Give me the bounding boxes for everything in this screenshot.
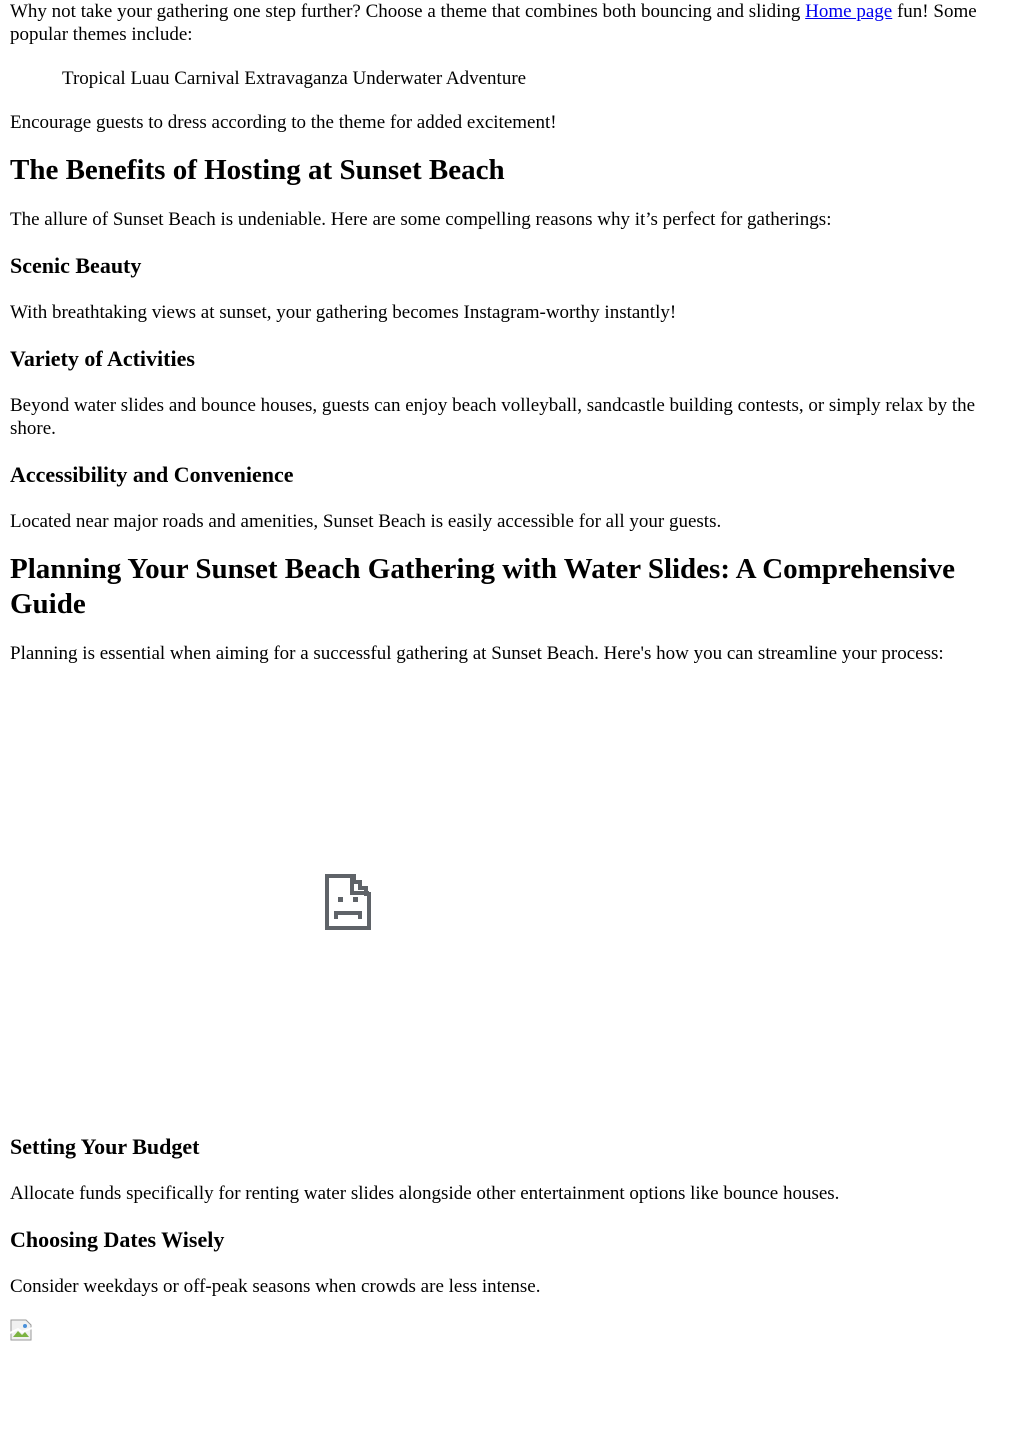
accessibility-text: Located near major roads and amenities, Sunset Beach is easily accessible for all your guests. xyxy=(10,511,722,532)
themes-list: Tropical Luau Carnival Extravaganza Underwater Adventure xyxy=(62,68,527,89)
benefits-intro: The allure of Sunset Beach is undeniable. Here are some compelling reasons why it’s perfect for gatherings: xyxy=(10,209,832,230)
embedded-frame[interactable] xyxy=(10,682,690,1112)
intro-text-after: fun! Some popular themes include: xyxy=(10,1,977,45)
scenic-beauty-heading: Scenic Beauty xyxy=(10,253,142,278)
variety-activities-heading: Variety of Activities xyxy=(10,346,195,371)
intro-text-before: Why not take your gathering one step further? Choose a theme that combines both bouncing and sliding xyxy=(10,1,806,22)
dates-heading: Choosing Dates Wisely xyxy=(10,1227,225,1252)
broken-image-icon xyxy=(10,1319,32,1341)
benefits-heading: The Benefits of Hosting at Sunset Beach xyxy=(10,154,505,186)
budget-heading: Setting Your Budget xyxy=(10,1134,200,1159)
accessibility-heading: Accessibility and Convenience xyxy=(10,462,294,487)
broken-document-icon xyxy=(324,873,372,931)
scenic-beauty-text: With breathtaking views at sunset, your gathering becomes Instagram-worthy instantly! xyxy=(10,302,677,323)
dress-note: Encourage guests to dress according to the theme for added excitement! xyxy=(10,112,557,133)
intro-paragraph xyxy=(10,0,1014,46)
variety-activities-text: Beyond water slides and bounce houses, guests can enjoy beach volleyball, sandcastle building contests, or simply relax by the shore. xyxy=(10,395,976,439)
planning-heading: Planning Your Sunset Beach Gathering with Water Slides: A Comprehensive Guide xyxy=(10,553,956,620)
budget-text: Allocate funds specifically for renting water slides alongside other entertainment options like bounce houses. xyxy=(10,1183,840,1204)
planning-intro: Planning is essential when aiming for a successful gathering at Sunset Beach. Here's how you can streamline your process: xyxy=(10,643,944,664)
home-page-link[interactable]: Home page xyxy=(805,1,893,22)
dates-text: Consider weekdays or off-peak seasons when crowds are less intense. xyxy=(10,1276,541,1297)
